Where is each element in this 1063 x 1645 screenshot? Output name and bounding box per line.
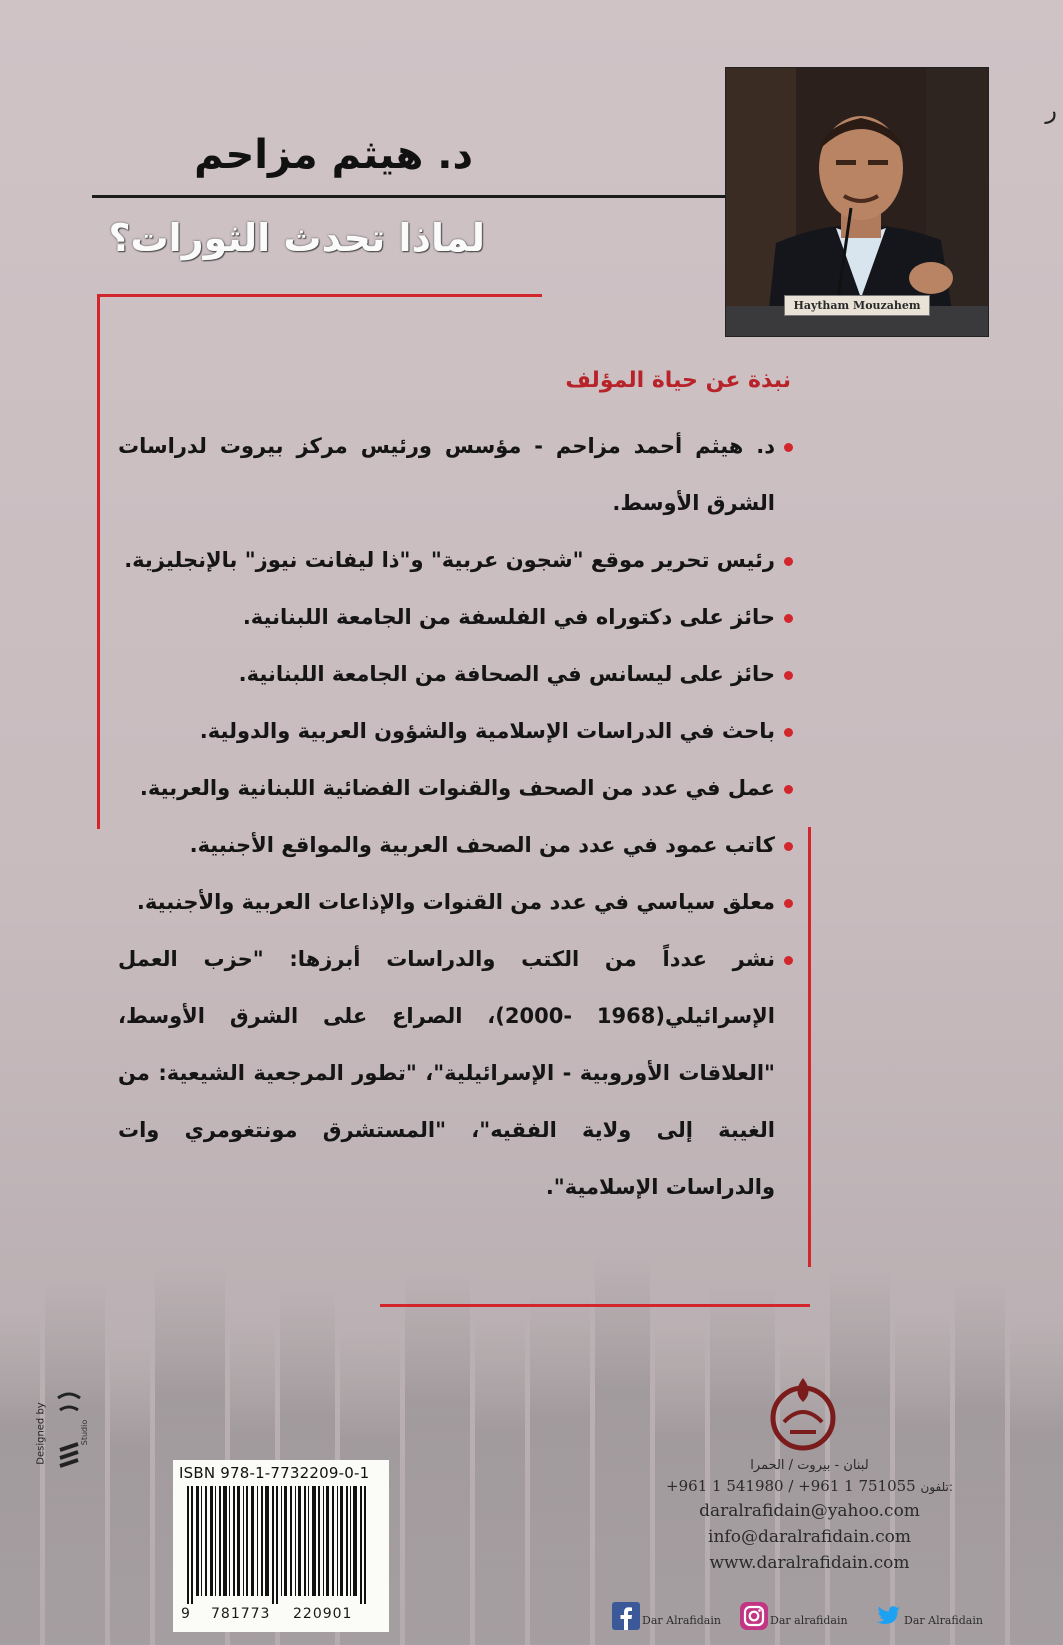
publisher-email-1[interactable]: daralrafidain@yahoo.com xyxy=(699,1501,920,1521)
bio-item: رئيس تحرير موقع "شجون عربية" و"ذا ليفانت نيوز" بالإنجليزية. xyxy=(118,532,793,589)
publisher-email-2[interactable]: info@daralrafidain.com xyxy=(708,1527,911,1547)
designer-by: Designed by xyxy=(35,1402,47,1465)
photo-caption xyxy=(726,294,988,316)
isbn-digit-lead: 9 xyxy=(181,1606,190,1622)
isbn-digits-right: 220901 xyxy=(293,1606,353,1622)
publisher-contact xyxy=(612,1458,1007,1576)
bio-item: كاتب عمود في عدد من الصحف العربية والمواقع الأجنبية. xyxy=(118,817,793,874)
instagram-name: Dar alrafidain xyxy=(770,1614,848,1627)
social-links xyxy=(612,1602,1002,1636)
designer-studio: Studio xyxy=(80,1419,90,1446)
barcode xyxy=(179,1486,383,1604)
bio-list xyxy=(118,418,793,1216)
background-skyline xyxy=(0,1220,1063,1645)
social-facebook[interactable] xyxy=(612,1602,732,1636)
facebook-name: Dar Alrafidain xyxy=(642,1614,721,1627)
bio-item: باحث في الدراسات الإسلامية والشؤون العربية والدولية. xyxy=(118,703,793,760)
bio-item: نشر عدداً من الكتب والدراسات أبرزها: "حزب العمل الإسرائيلي(1968 -2000)، الصراع على الشرق الأوسط، "العلاقات الأوروبية - الإسرائيلية"، "تطور المرجعية الشيعية: من الغيبة إلى ولاية الفقيه"، "المستشرق مونتغومري وات والدراسات الإسلامية". xyxy=(118,931,793,1216)
twitter-icon xyxy=(874,1602,902,1630)
author-photo xyxy=(726,68,988,336)
publisher-logo xyxy=(762,1372,844,1454)
red-line-top xyxy=(97,294,542,297)
publisher-location: لبنان - بيروت / الحمرا xyxy=(750,1458,869,1473)
facebook-icon xyxy=(612,1602,640,1630)
photo-caption-text: Haytham Mouzahem xyxy=(784,295,929,316)
red-line-left xyxy=(97,294,100,829)
bio-item: د. هيثم أحمد مزاحم - مؤسس ورئيس مركز بيروت لدراسات الشرق الأوسط. xyxy=(118,418,793,532)
title-divider xyxy=(92,195,726,198)
phone-numbers: +961 1 541980 / +961 1 751055 xyxy=(666,1477,916,1495)
bio-heading: نبذة عن حياة المؤلف xyxy=(565,368,791,393)
isbn-digits-left: 781773 xyxy=(211,1606,271,1622)
book-title: لماذا تحدث الثورات؟ xyxy=(108,216,485,260)
social-instagram[interactable] xyxy=(740,1602,862,1636)
edge-mark: ر xyxy=(1045,96,1057,124)
publisher-phones xyxy=(612,1477,1007,1495)
instagram-icon xyxy=(740,1602,768,1630)
publisher-website[interactable]: www.daralrafidain.com xyxy=(709,1553,910,1573)
bio-item: معلق سياسي في عدد من القنوات والإذاعات العربية والأجنبية. xyxy=(118,874,793,931)
bio-item: عمل في عدد من الصحف والقنوات الفضائية اللبنانية والعربية. xyxy=(118,760,793,817)
red-line-bottom xyxy=(380,1304,810,1307)
designer-credit xyxy=(32,1388,102,1498)
bio-item: حائز على ليسانس في الصحافة من الجامعة اللبنانية. xyxy=(118,646,793,703)
isbn-label: ISBN 978-1-7732209-0-1 xyxy=(179,1464,370,1482)
isbn-barcode xyxy=(173,1460,389,1632)
red-line-right xyxy=(808,827,811,1267)
phone-label: تلفون: xyxy=(920,1480,953,1494)
bio-item: حائز على دكتوراه في الفلسفة من الجامعة اللبنانية. xyxy=(118,589,793,646)
social-twitter[interactable] xyxy=(874,1602,1002,1636)
author-name: د. هيثم مزاحم xyxy=(194,132,473,178)
twitter-name: Dar Alrafidain xyxy=(904,1614,983,1627)
